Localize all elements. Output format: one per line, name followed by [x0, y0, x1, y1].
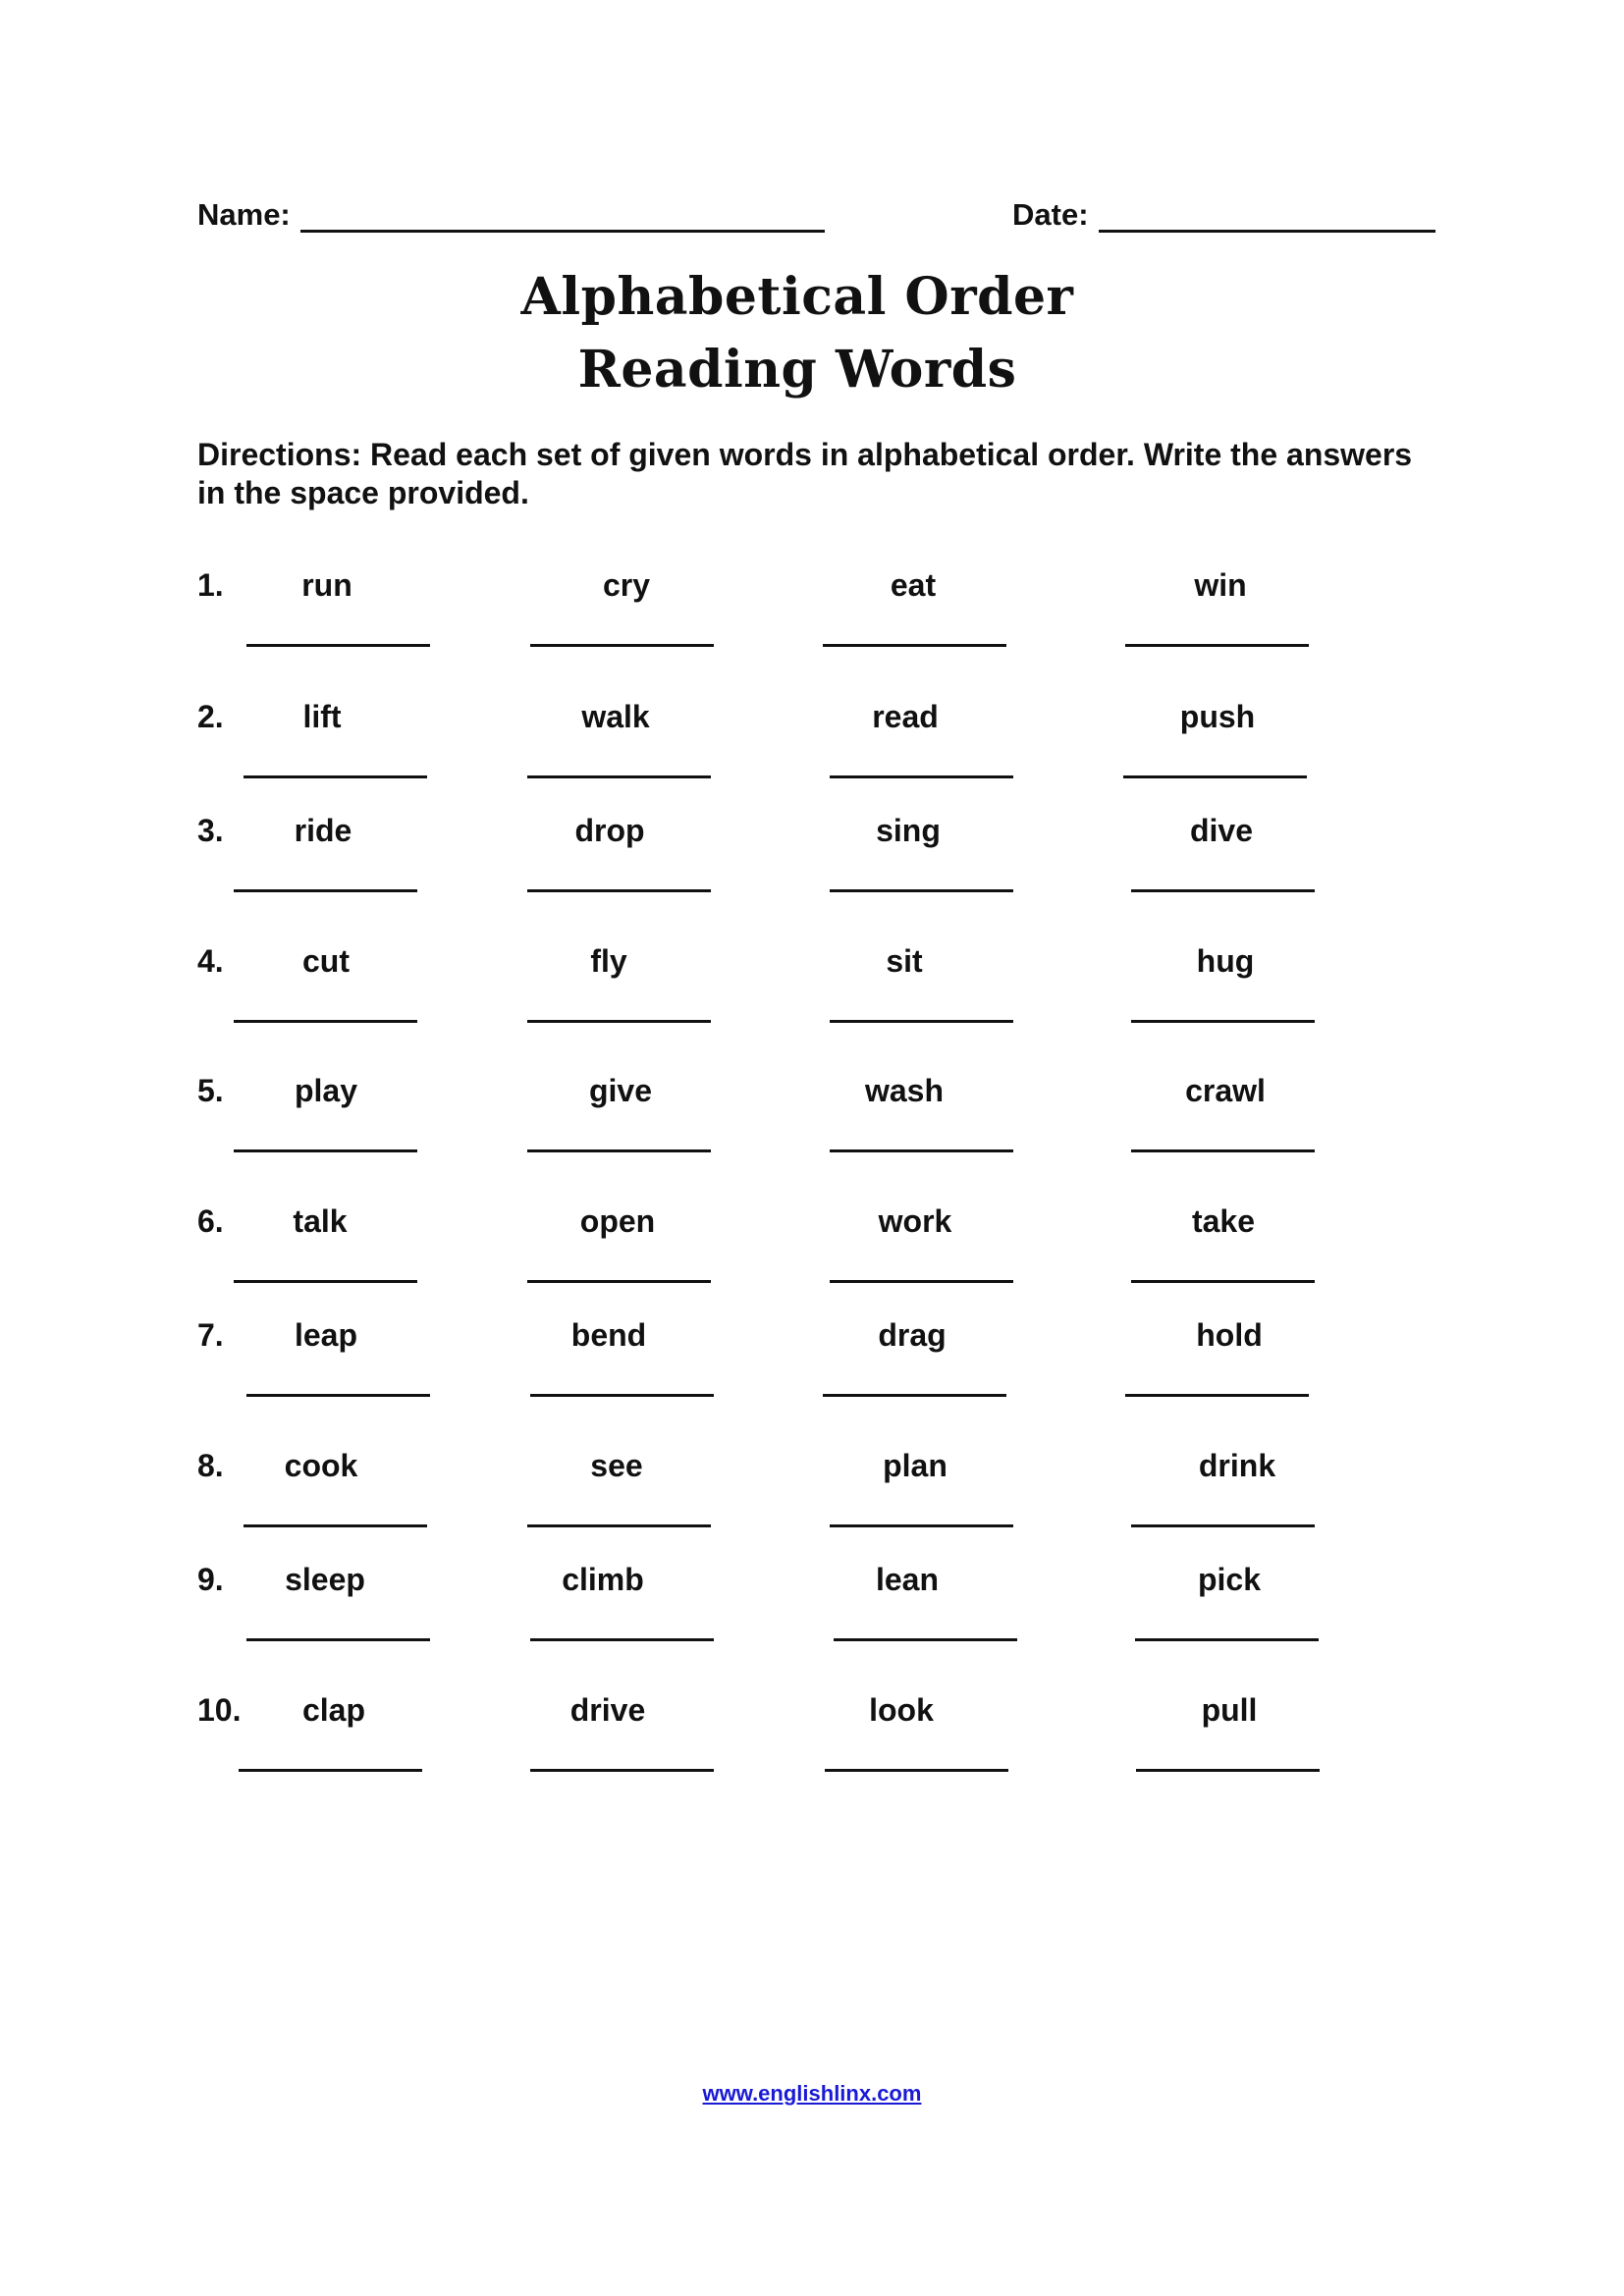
exercise-row	[0, 943, 1624, 1051]
exercise-number: 8.	[197, 1448, 224, 1483]
exercise-word: push	[1179, 699, 1256, 734]
answer-blank-line[interactable]	[234, 1149, 417, 1152]
exercise-number: 2.	[197, 699, 224, 734]
answer-blank-line[interactable]	[530, 1769, 714, 1772]
exercise-word: lift	[302, 699, 342, 734]
exercise-row	[0, 699, 1624, 807]
answer-blank-line[interactable]	[834, 1638, 1017, 1641]
answer-blank-line[interactable]	[1131, 889, 1315, 892]
exercise-word: clap	[301, 1692, 366, 1728]
exercise-word: cook	[284, 1448, 358, 1483]
header-row	[197, 196, 1435, 241]
answer-blank-line[interactable]	[1131, 1149, 1315, 1152]
exercise-word: wash	[864, 1073, 945, 1108]
exercise-row	[0, 1692, 1624, 1800]
answer-blank-line[interactable]	[527, 1280, 711, 1283]
answer-blank-line[interactable]	[246, 644, 430, 647]
name-label: Name:	[197, 197, 291, 232]
answer-blank-line[interactable]	[234, 1020, 417, 1023]
answer-blank-line[interactable]	[1131, 1020, 1315, 1023]
exercise-word: pull	[1201, 1692, 1258, 1728]
exercise-word: lean	[875, 1562, 940, 1597]
answer-blank-line[interactable]	[527, 775, 711, 778]
answer-blank-line[interactable]	[1123, 775, 1307, 778]
answer-blank-line[interactable]	[830, 1020, 1013, 1023]
exercise-word: sing	[876, 813, 941, 848]
answer-blank-line[interactable]	[527, 1020, 711, 1023]
exercise-word: cut	[302, 943, 350, 979]
exercise-word: look	[869, 1692, 934, 1728]
answer-blank-line[interactable]	[527, 1524, 711, 1527]
exercise-word: work	[878, 1203, 952, 1239]
exercise-word: drink	[1198, 1448, 1276, 1483]
exercise-word: play	[294, 1073, 358, 1108]
exercise-word: open	[579, 1203, 656, 1239]
exercise-row	[0, 1073, 1624, 1181]
exercise-row	[0, 1562, 1624, 1670]
answer-blank-line[interactable]	[1125, 644, 1309, 647]
exercise-word: eat	[890, 567, 937, 603]
date-field	[1012, 196, 1435, 233]
answer-blank-line[interactable]	[1131, 1524, 1315, 1527]
exercise-word: sleep	[285, 1562, 365, 1597]
exercise-word: sit	[886, 943, 923, 979]
answer-blank-line[interactable]	[1136, 1769, 1320, 1772]
exercise-word: drive	[569, 1692, 646, 1728]
answer-blank-line[interactable]	[825, 1769, 1008, 1772]
exercise-word: hug	[1196, 943, 1255, 979]
exercise-word: ride	[294, 813, 352, 848]
exercise-word: cry	[602, 567, 651, 603]
name-blank-line[interactable]	[300, 196, 825, 233]
answer-blank-line[interactable]	[244, 1524, 427, 1527]
answer-blank-line[interactable]	[239, 1769, 422, 1772]
exercise-word: bend	[570, 1317, 647, 1353]
page-title: Alphabetical Order	[520, 267, 1074, 327]
exercise-row	[0, 1317, 1624, 1425]
answer-blank-line[interactable]	[244, 775, 427, 778]
answer-blank-line[interactable]	[823, 644, 1006, 647]
answer-blank-line[interactable]	[530, 1394, 714, 1397]
exercise-word: leap	[294, 1317, 358, 1353]
answer-blank-line[interactable]	[830, 1524, 1013, 1527]
exercise-word: see	[590, 1448, 643, 1483]
exercise-row	[0, 813, 1624, 921]
answer-blank-line[interactable]	[530, 1638, 714, 1641]
exercise-word: drag	[878, 1317, 947, 1353]
exercise-word: drop	[574, 813, 645, 848]
exercise-number: 10.	[197, 1692, 242, 1728]
answer-blank-line[interactable]	[234, 889, 417, 892]
footer-website-link[interactable]: www.englishlinx.com	[702, 2081, 922, 2106]
exercise-word: hold	[1196, 1317, 1263, 1353]
exercise-word: run	[301, 567, 352, 603]
answer-blank-line[interactable]	[527, 889, 711, 892]
name-field	[197, 196, 825, 233]
exercise-word: talk	[293, 1203, 348, 1239]
exercise-number: 7.	[197, 1317, 224, 1353]
answer-blank-line[interactable]	[527, 1149, 711, 1152]
date-blank-line[interactable]	[1099, 196, 1435, 233]
exercise-word: take	[1191, 1203, 1256, 1239]
answer-blank-line[interactable]	[1131, 1280, 1315, 1283]
exercise-word: win	[1194, 567, 1247, 603]
exercise-word: walk	[581, 699, 650, 734]
answer-blank-line[interactable]	[246, 1638, 430, 1641]
exercise-number: 6.	[197, 1203, 224, 1239]
exercise-word: fly	[590, 943, 627, 979]
exercise-number: 5.	[197, 1073, 224, 1108]
exercise-word: plan	[883, 1448, 947, 1483]
exercise-word: read	[872, 699, 939, 734]
exercise-word: pick	[1197, 1562, 1262, 1597]
page-subtitle: Reading Words	[577, 340, 1017, 400]
answer-blank-line[interactable]	[530, 644, 714, 647]
exercise-word: climb	[562, 1562, 644, 1597]
exercise-number: 3.	[197, 813, 224, 848]
answer-blank-line[interactable]	[1135, 1638, 1319, 1641]
exercise-word: give	[588, 1073, 653, 1108]
exercise-word: crawl	[1185, 1073, 1266, 1108]
exercise-number: 9.	[197, 1562, 224, 1597]
answer-blank-line[interactable]	[830, 775, 1013, 778]
exercise-row	[0, 567, 1624, 675]
exercise-row	[0, 1448, 1624, 1556]
answer-blank-line[interactable]	[830, 1280, 1013, 1283]
answer-blank-line[interactable]	[1125, 1394, 1309, 1397]
answer-blank-line[interactable]	[830, 889, 1013, 892]
exercise-row	[0, 1203, 1624, 1311]
answer-blank-line[interactable]	[830, 1149, 1013, 1152]
answer-blank-line[interactable]	[234, 1280, 417, 1283]
exercise-number: 1.	[197, 567, 224, 603]
answer-blank-line[interactable]	[246, 1394, 430, 1397]
directions-text: Directions: Read each set of given words in alphabetical order. Write the answers in the space provided.	[197, 437, 1413, 510]
answer-blank-line[interactable]	[823, 1394, 1006, 1397]
date-label: Date:	[1012, 197, 1089, 232]
exercise-number: 4.	[197, 943, 224, 979]
exercise-word: dive	[1189, 813, 1254, 848]
